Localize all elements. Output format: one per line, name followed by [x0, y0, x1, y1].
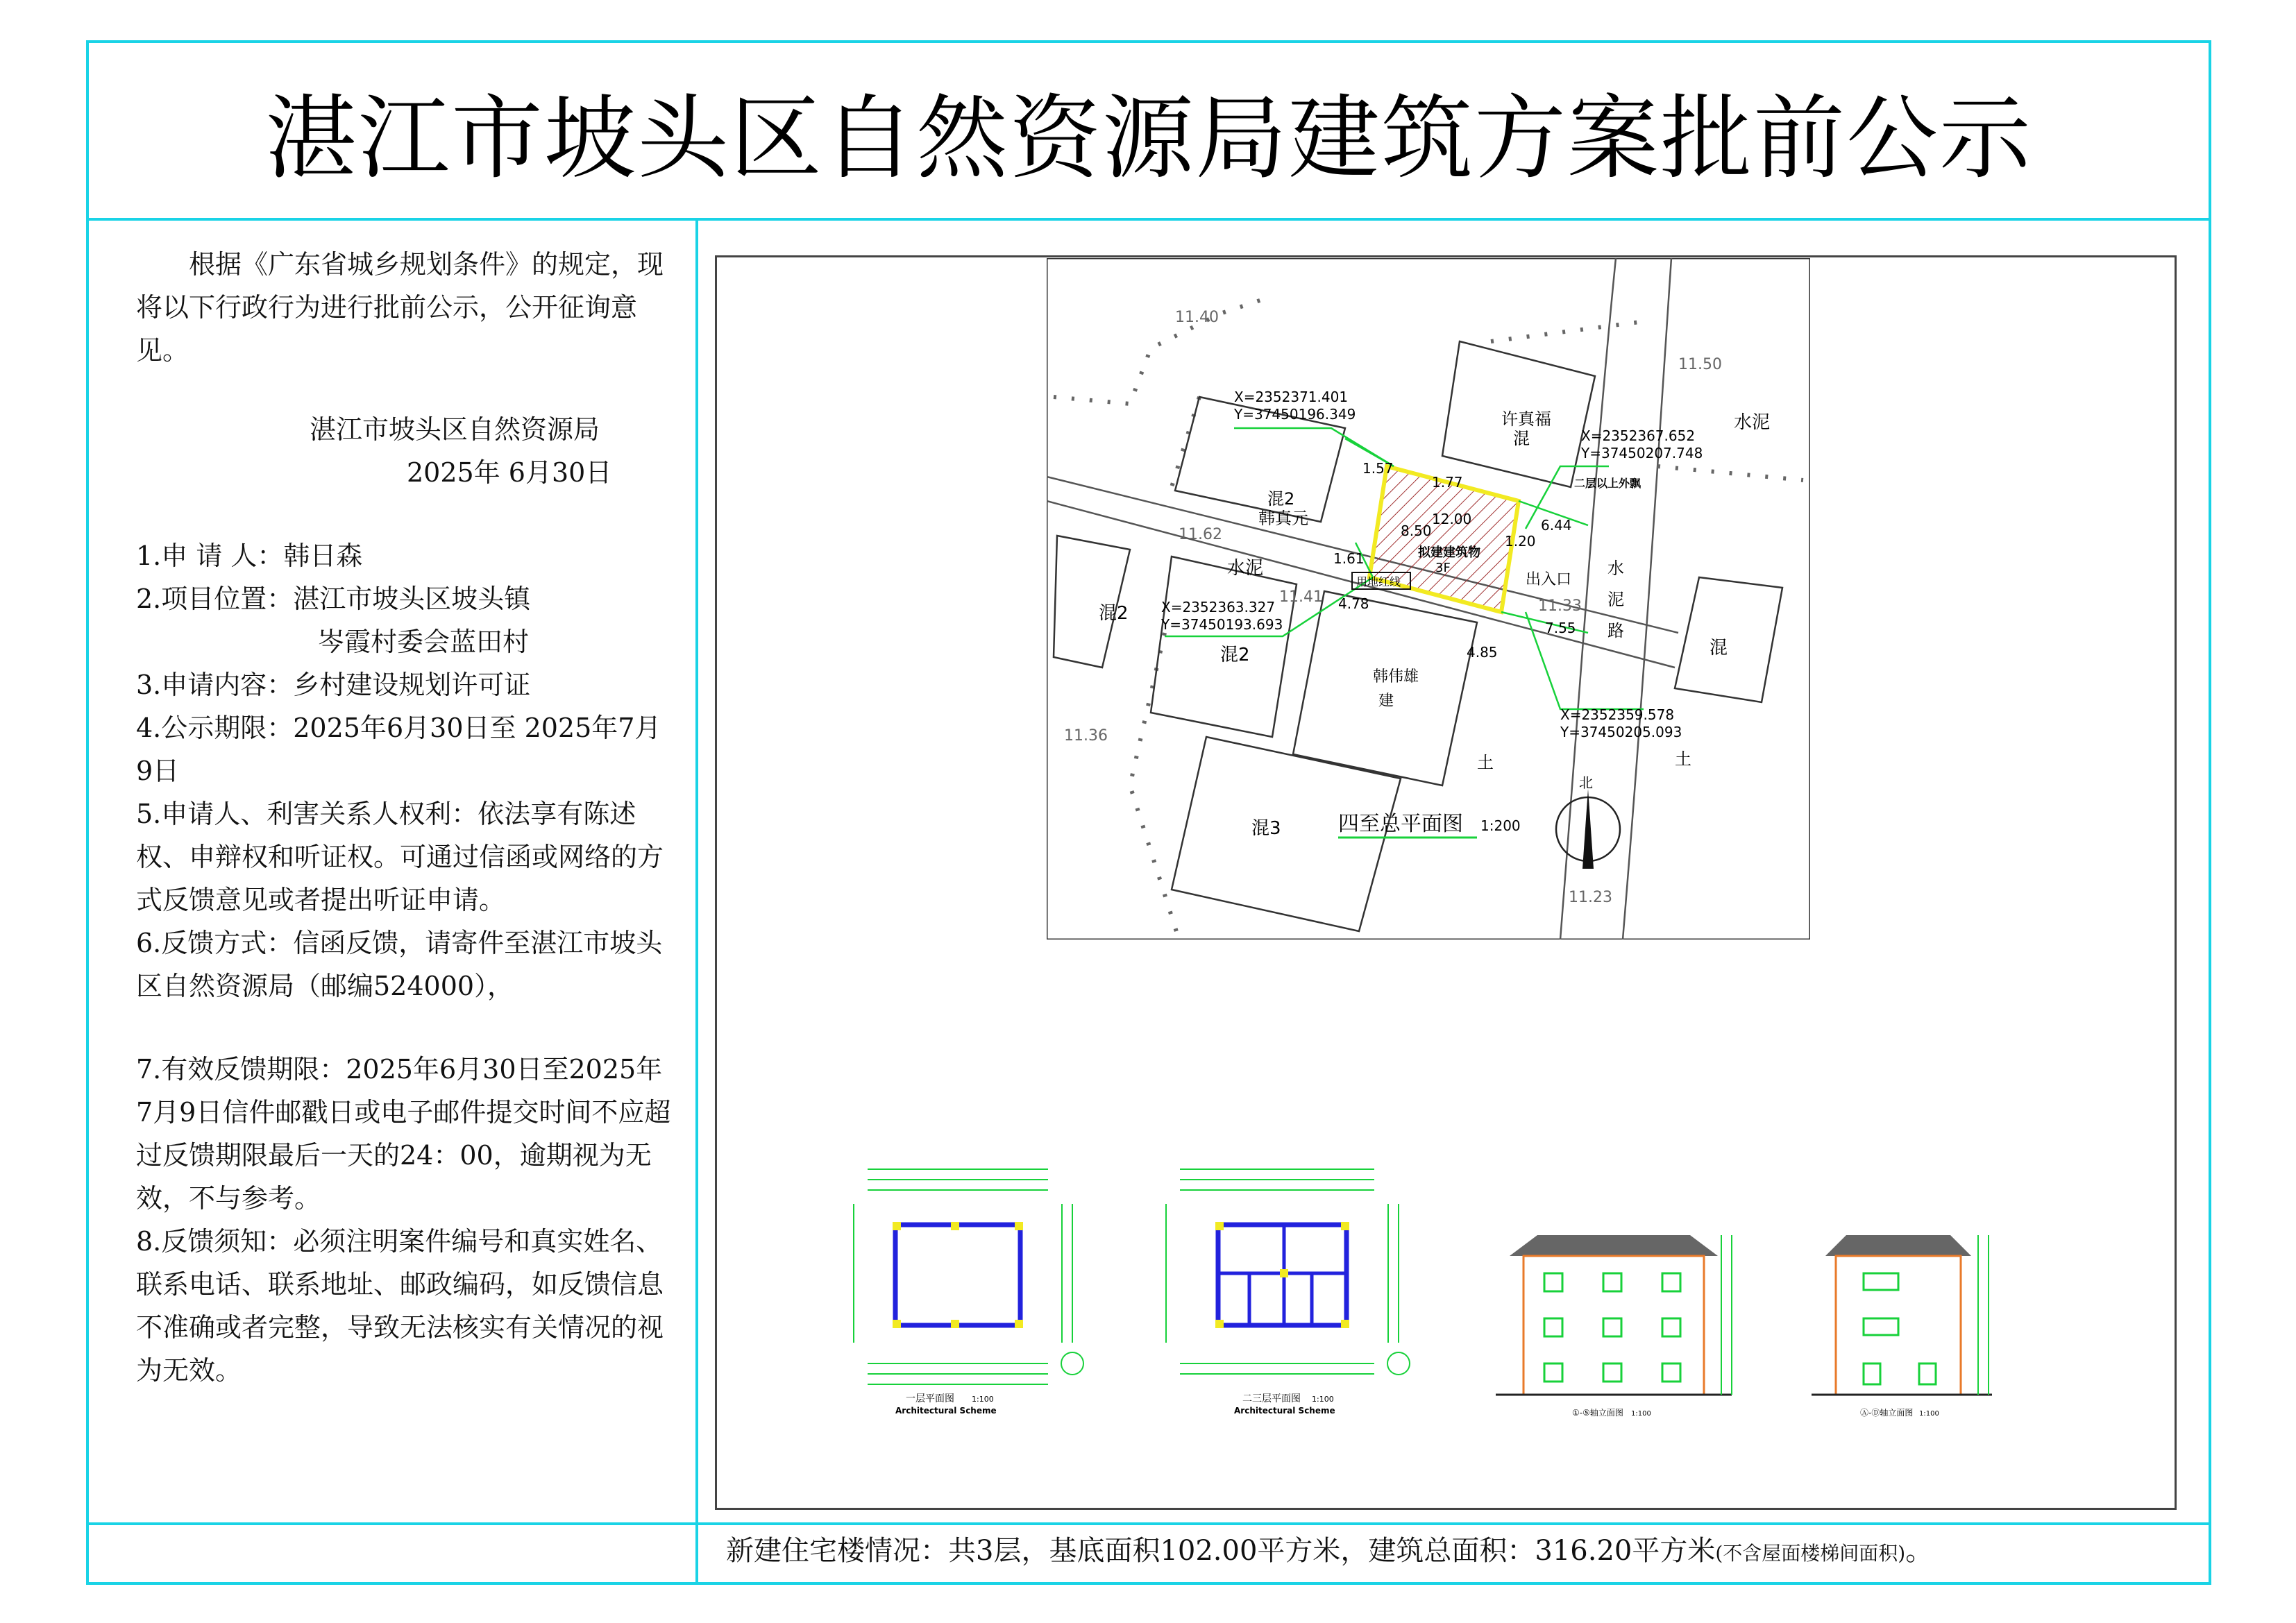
item-period: 4.公示期限：2025年6月30日至 2025年7月 9日	[136, 713, 661, 786]
building-material: 混3	[1251, 818, 1281, 839]
item-feedback: 6.反馈方式：信函反馈，请寄件至湛江市坡头区自然资源局（邮编524000），	[136, 928, 663, 1001]
plan-scale: 1:100	[972, 1395, 994, 1404]
footer-divider	[86, 1522, 2211, 1525]
dimension: 1.57	[1362, 460, 1394, 477]
summary-end: 。	[1905, 1535, 1934, 1567]
dimension: 1.77	[1432, 474, 1463, 491]
dimension: 4.78	[1338, 595, 1369, 612]
road-label: 水	[1607, 559, 1624, 578]
road-label: 路	[1607, 621, 1624, 640]
coord-y: Y=37450193.693	[1161, 616, 1283, 633]
item-location-detail: 岑霞村委会蓝田村	[318, 627, 530, 657]
plan-caption: 一层平面图	[906, 1393, 954, 1404]
dimension: 12.00	[1432, 511, 1472, 527]
elevation-label: 11.23	[1569, 889, 1612, 906]
north-label: 北	[1579, 774, 1593, 791]
item-content: 3.申请内容：乡村建设规划许可证	[136, 670, 531, 700]
plan-wall	[895, 1225, 1020, 1325]
notice-date: 2025年 6月30日	[407, 457, 612, 488]
plan-subtitle: Architectural Scheme	[895, 1406, 997, 1416]
dimension: 8.50	[1401, 522, 1432, 539]
floor-plan-1	[840, 1155, 1104, 1440]
building-material: 混	[1710, 638, 1728, 658]
land-label: 土	[1675, 749, 1691, 769]
elevation-front	[1482, 1207, 1759, 1429]
coord-y: Y=37450205.093	[1560, 724, 1682, 740]
entrance-label: 出入口	[1526, 571, 1572, 588]
notice-intro: 根据《广东省城乡规划条件》的规定，现 将以下行政行为进行批前公示，公开征询意见。	[136, 249, 664, 366]
plan-subtitle: Architectural Scheme	[1234, 1406, 1335, 1416]
dimension: 4.85	[1467, 644, 1498, 661]
site-plan-scale: 1:200	[1480, 817, 1521, 834]
floor-count: 3F	[1435, 561, 1451, 575]
elevation-side	[1798, 1207, 2020, 1429]
overhang-label: 二层以上外飘	[1574, 477, 1641, 490]
item-notes: 8.反馈须知：必须注明案件编号和真实姓名、联系电话、联系地址、邮政编码，如反馈信息不准确或者完整，导致无法核实有关情况的视为无效。	[136, 1226, 664, 1386]
elevation-scale: 1:100	[1631, 1410, 1651, 1418]
elevation-label: 11.36	[1064, 727, 1108, 745]
roof	[1825, 1235, 1971, 1256]
page-title: 湛江市坡头区自然资源局建筑方案批前公示	[265, 85, 2032, 192]
neighbor-building	[1675, 577, 1782, 702]
north-icon	[1387, 1352, 1410, 1375]
dimension: 1.20	[1505, 533, 1536, 550]
coord-y: Y=37450196.349	[1234, 406, 1356, 423]
item-rights: 5.申请人、利害关系人权利：依法享有陈述权、申辩权和听证权。可通过信函或网络的方式反馈意见或者提出听证申请。	[136, 799, 664, 915]
neighbor-name: 韩伟雄	[1373, 668, 1419, 686]
floor-plan-2	[1152, 1155, 1430, 1440]
plan-caption: 二三层平面图	[1242, 1393, 1301, 1404]
coord-x: X=2352359.578	[1560, 706, 1675, 723]
notice-issuer: 湛江市坡头区自然资源局	[310, 414, 600, 445]
summary-main: 新建住宅楼情况：共3层，基底面积102.00平方米，建筑总面积：316.20平方米	[726, 1535, 1716, 1567]
site-plan-title: 四至总平面图	[1338, 812, 1463, 836]
coord-x: X=2352371.401	[1234, 389, 1349, 405]
neighbor-name: 许真福	[1501, 409, 1551, 429]
elevation-label: 11.50	[1678, 356, 1722, 373]
building-summary	[726, 1529, 1933, 1568]
elevation-label: 11.33	[1538, 597, 1582, 615]
item-location: 2.项目位置：湛江市坡头区坡头镇	[136, 584, 531, 614]
dotted-boundary	[1130, 633, 1179, 938]
elevation-scale: 1:100	[1919, 1410, 1939, 1418]
item-applicant: 1.申 请 人：韩日森	[136, 541, 363, 571]
boundary-legend: 用地红线	[1356, 575, 1401, 588]
neighbor-material: 混	[1513, 429, 1530, 448]
elevation-caption: ①-⑤轴立面图	[1572, 1408, 1623, 1418]
neighbor-building	[1293, 591, 1477, 785]
dimension: 6.44	[1541, 517, 1572, 534]
summary-note: (不含屋面楼梯间面积)	[1715, 1542, 1906, 1565]
north-icon	[1061, 1352, 1083, 1375]
facade	[1523, 1256, 1704, 1395]
coord-x: X=2352367.652	[1581, 427, 1696, 444]
coord-x: X=2352363.327	[1161, 599, 1276, 615]
site-plan	[1047, 258, 1810, 940]
land-label: 土	[1477, 753, 1494, 772]
neighbor-building	[1054, 536, 1130, 668]
dimension: 1.61	[1333, 550, 1365, 567]
plan-scale: 1:100	[1312, 1395, 1334, 1404]
north-arrow-icon	[1582, 789, 1594, 869]
elevation-label: 11.41	[1279, 588, 1323, 606]
elevation-label: 11.62	[1179, 526, 1222, 543]
column-divider	[695, 218, 698, 1585]
coord-y: Y=37450207.748	[1581, 445, 1703, 461]
proposed-building-label: 拟建建筑物	[1418, 545, 1480, 560]
neighbor-name: 韩真元	[1258, 509, 1308, 528]
elevation-caption: Ⓐ-Ⓓ轴立面图	[1860, 1408, 1914, 1418]
neighbor-material: 混2	[1267, 489, 1295, 509]
roof	[1510, 1235, 1718, 1256]
building-material: 混2	[1099, 603, 1129, 624]
notice-text	[136, 243, 677, 1392]
building-material: 混2	[1220, 645, 1250, 665]
item-deadline: 7.有效反馈期限：2025年6月30日至2025年7月9日信件邮戳日或电子邮件提交时间不应超过反馈期限最后一天的24：00，逾期视为无效，不与参考。	[136, 1054, 671, 1214]
dotted-boundary	[1054, 300, 1262, 404]
area-label: 水泥	[1734, 412, 1771, 433]
road-label: 泥	[1607, 590, 1624, 609]
elevation-label: 11.40	[1175, 309, 1219, 326]
road-label: 水泥	[1227, 558, 1264, 579]
dimension: 7.55	[1545, 620, 1576, 636]
title-divider	[86, 218, 2211, 221]
neighbor-material: 建	[1378, 692, 1394, 710]
